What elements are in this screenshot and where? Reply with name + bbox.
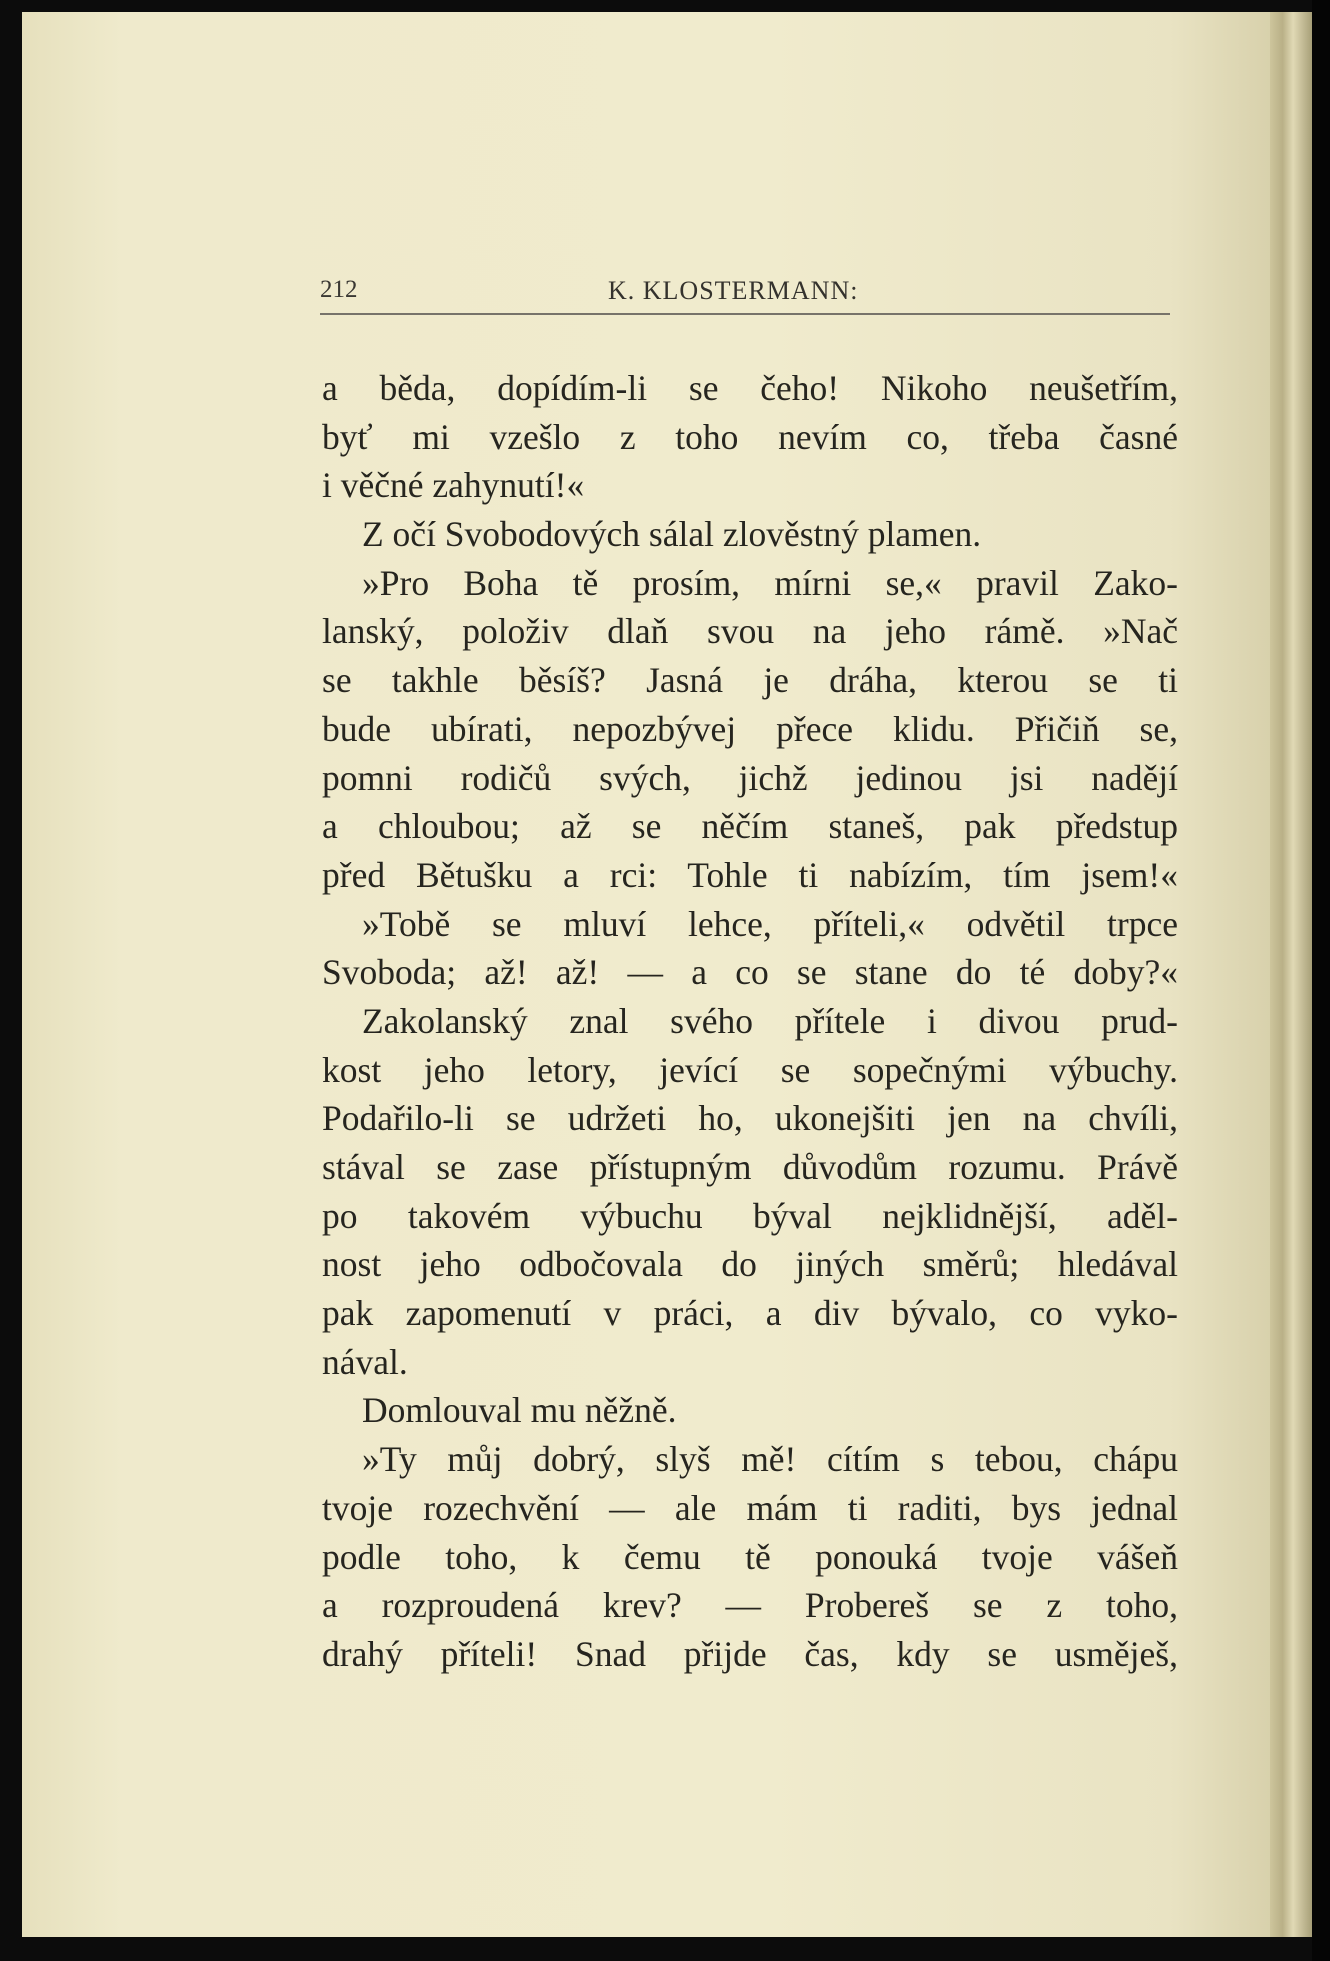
- text-line: po takovém výbuchu býval nejklidnější, aděl-: [322, 1195, 1178, 1236]
- background-edge: [1312, 0, 1330, 1961]
- text-line: a běda, dopídím-li se čeho! Nikoho neušetřím,: [322, 368, 1178, 408]
- body-text: [322, 364, 1178, 1679]
- book-spine: [1270, 12, 1312, 1937]
- text-line: kost jeho letory, jevící se sopečnými výbuchy.: [322, 1049, 1178, 1090]
- text-line: nost jeho odbočovala do jiných směrů; hledával: [322, 1244, 1178, 1285]
- text-line: Podařilo-li se udržeti ho, ukonejšiti jen na chvíli,: [322, 1098, 1178, 1139]
- text-line: pak zapomenutí v práci, a div bývalo, co vyko-: [322, 1293, 1178, 1334]
- page-header: [320, 272, 1170, 312]
- text-line: a rozproudená krev? — Probereš se z toho,: [322, 1585, 1178, 1626]
- text-line: nával.: [322, 1341, 408, 1382]
- running-head: K. KLOSTERMANN:: [608, 276, 859, 305]
- text-line: Domlouval mu něžně.: [362, 1390, 677, 1431]
- text-line: pomni rodičů svých, jichž jedinou jsi nadějí: [322, 757, 1178, 798]
- page-number: 212: [320, 276, 358, 303]
- text-line: lanský, položiv dlaň svou na jeho rámě. »Nač: [322, 611, 1178, 652]
- text-line: se takhle běsíš? Jasná je dráha, kterou se ti: [322, 660, 1178, 701]
- text-line: podle toho, k čemu tě ponouká tvoje vášeň: [322, 1536, 1178, 1577]
- text-line: stával se zase přístupným důvodům rozumu. Právě: [322, 1147, 1178, 1187]
- text-line: a chloubou; až se něčím staneš, pak předstup: [322, 806, 1178, 847]
- text-line: tvoje rozechvění — ale mám ti raditi, bys jednal: [322, 1487, 1178, 1528]
- text-line: »Tobě se mluví lehce, příteli,« odvětil trpce: [362, 903, 1178, 944]
- text-line: »Ty můj dobrý, slyš mě! cítím s tebou, chápu: [362, 1439, 1178, 1480]
- text-line: Zakolanský znal svého přítele i divou prud-: [362, 1000, 1178, 1041]
- text-line: i věčné zahynutí!«: [322, 465, 585, 506]
- text-line: bude ubírati, nepozbývej přece klidu. Přičiň se,: [322, 708, 1178, 749]
- text-line: byť mi vzešlo z toho nevím co, třeba časné: [322, 416, 1178, 457]
- text-line: drahý příteli! Snad přijde čas, kdy se usměješ,: [322, 1633, 1178, 1674]
- header-rule: [320, 313, 1170, 315]
- text-line: před Bětušku a rci: Tohle ti nabízím, tím jsem!«: [322, 854, 1178, 895]
- text-line: Svoboda; až! až! — a co se stane do té doby?«: [322, 952, 1178, 993]
- text-line: Z očí Svobodových sálal zlověstný plamen.: [362, 514, 982, 555]
- text-line: »Pro Boha tě prosím, mírni se,« pravil Zako-: [362, 562, 1178, 603]
